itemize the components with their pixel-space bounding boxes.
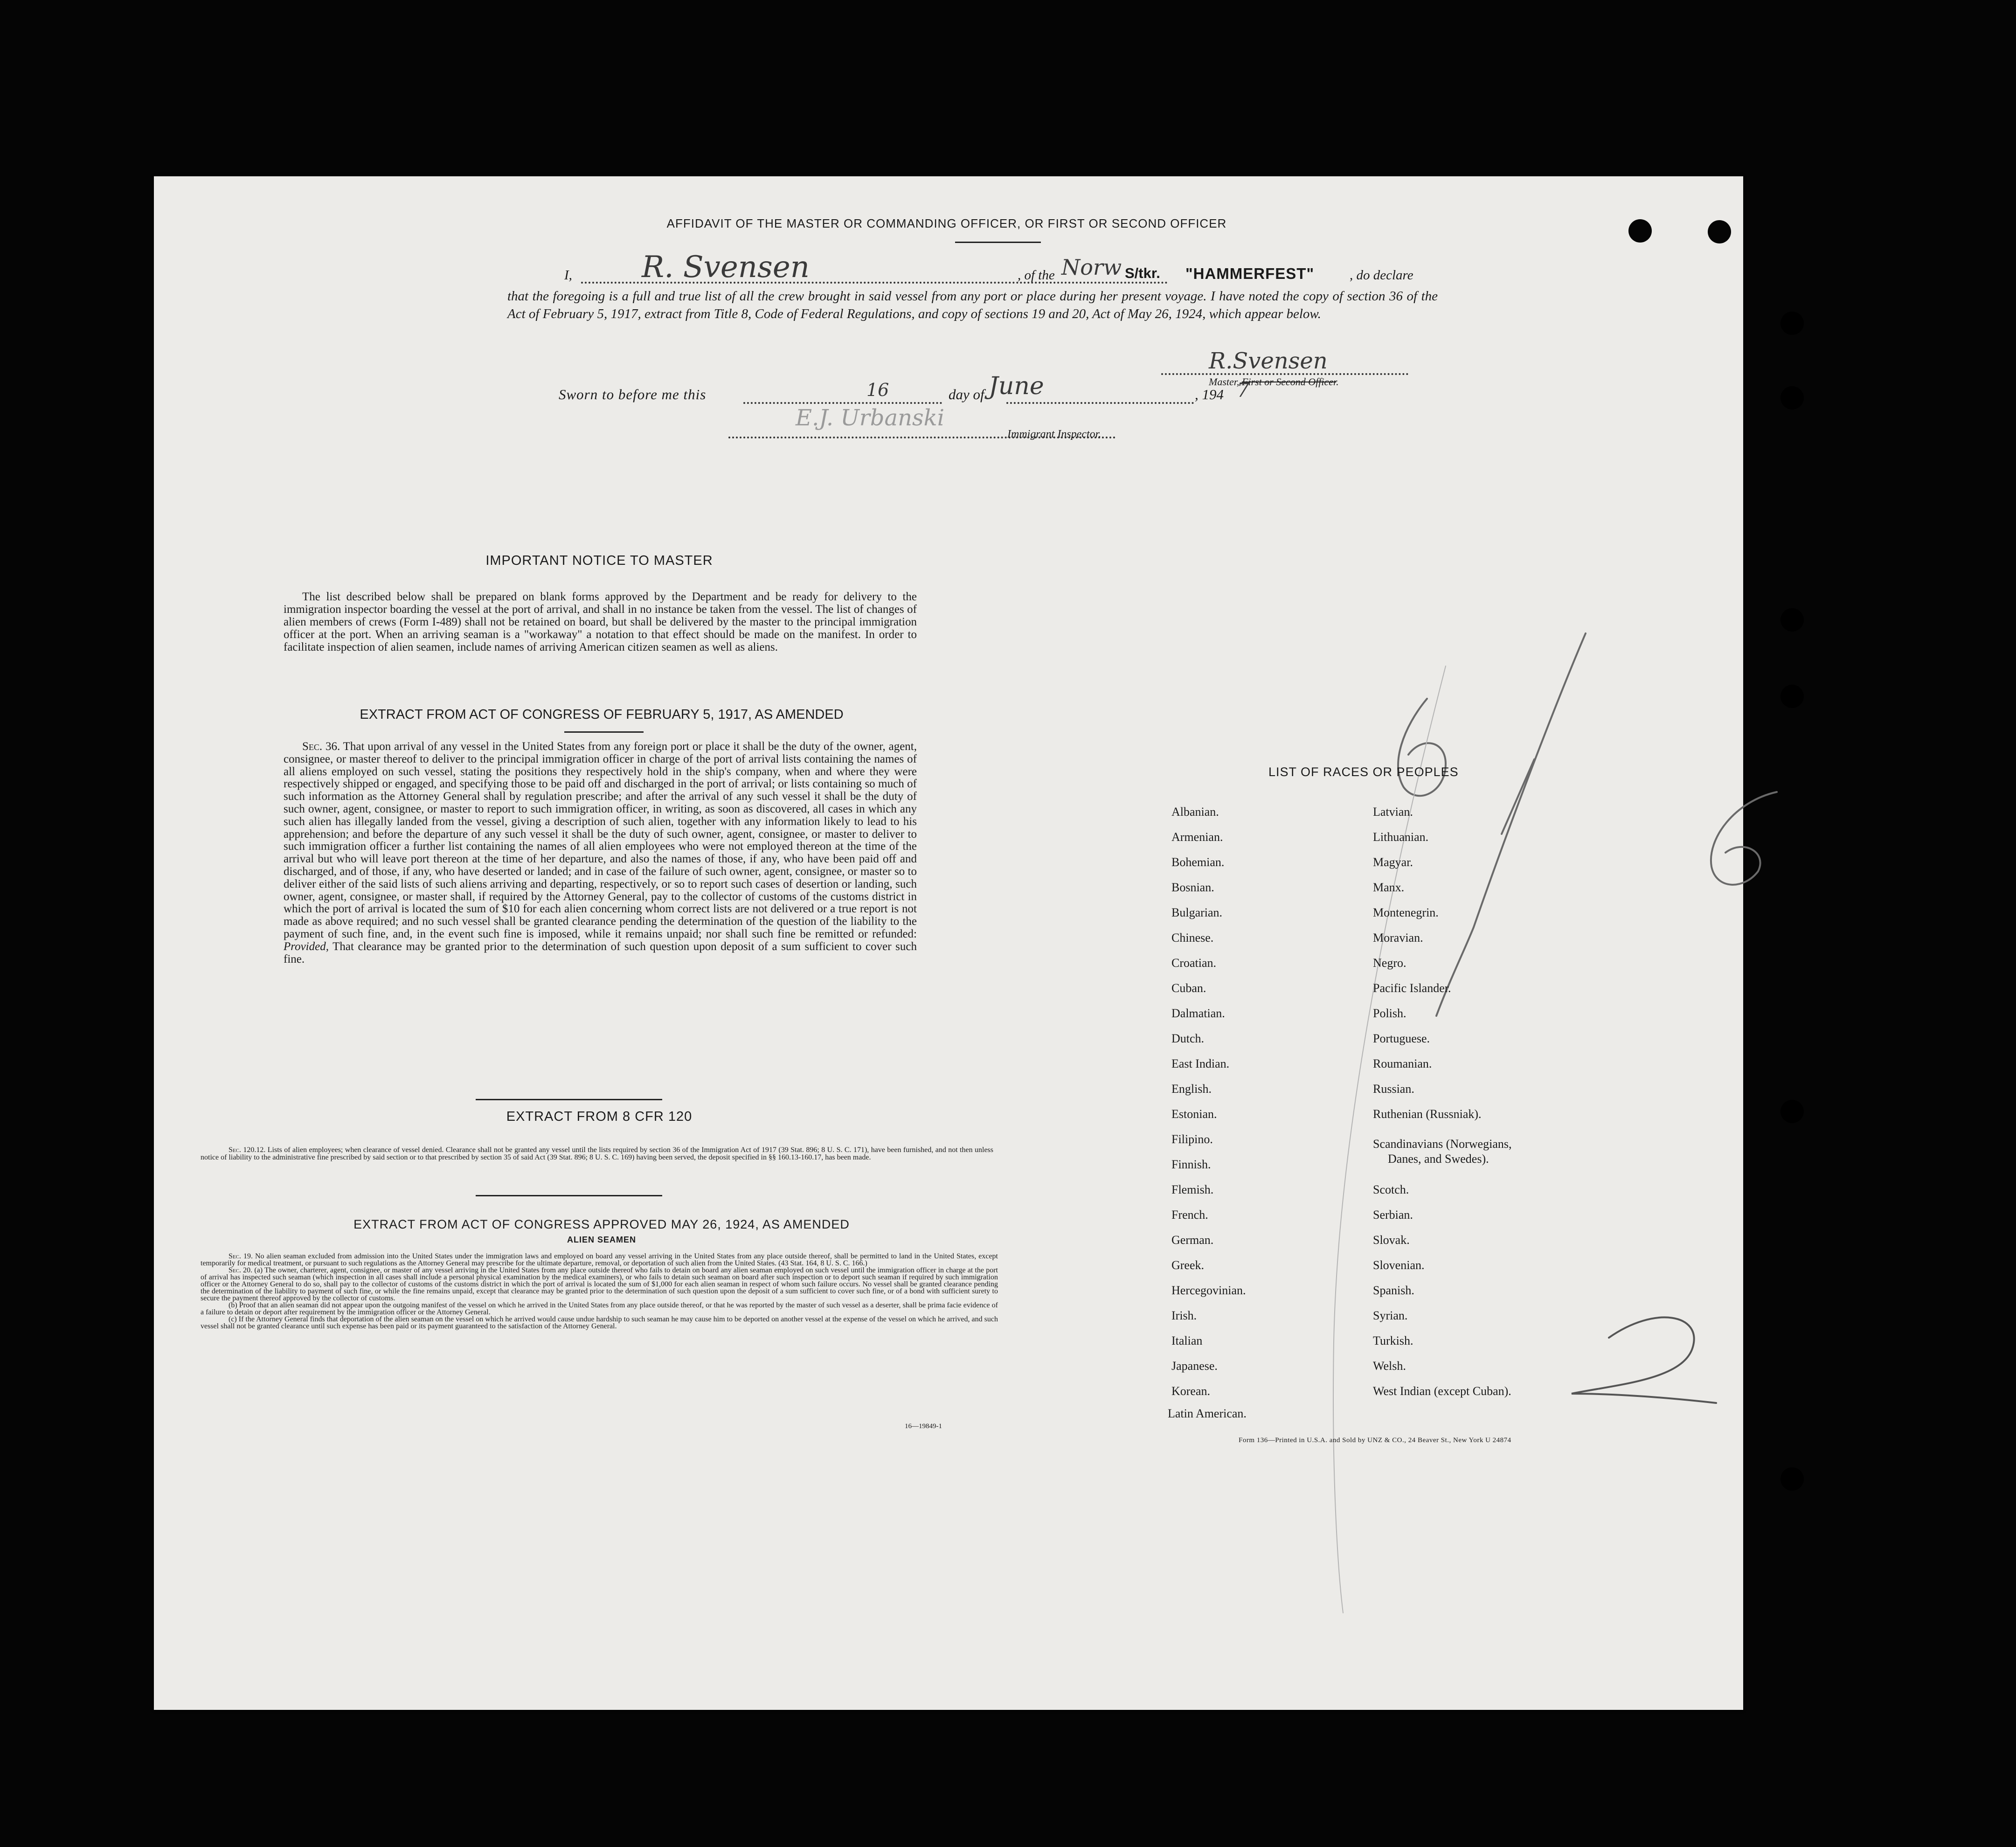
race-item: Cuban. [1171,981,1206,995]
do-declare-text: , do declare [1350,268,1413,283]
affidavit-pronoun: I, [564,268,572,283]
sworn-day-handwritten: 16 [866,380,889,400]
race-item: Magyar. [1373,855,1413,869]
divider [476,1099,662,1100]
extract-1917-title: EXTRACT FROM ACT OF CONGRESS OF FEBRUARY 5, 1917, AS AMENDED [360,707,844,722]
section-20a [201,1267,998,1302]
section-20a-text: (a) The owner, charterer, agent, consignee, or master of any vessel arriving in the United States from any place outside thereof who fails to detain on board any alien seaman employed on such vessel until the immigration officer in charge at the port of arrival has inspected such seaman (which inspection in all cases shall include a personal physical examination by the medical examiners), or who fails to detain such seaman on board after such inspection or to deport such seaman if required by such immigration officer or the Attorney General to do so, shall pay to the collector of customs of the customs district in which the port of arrival is located the sum of $1,000 for each alien seaman in respect of whom such failure occurs. No vessel shall be granted clearance pending the determination of the liability to payment of such fine, or while the fine remains unpaid, except that clearance may be granted prior to the determination of such question upon the deposit of a sum sufficient to cover such fine, or of a bond with sufficient surety to secure the payment thereof approved by the collector of customs. [201,1266,998,1302]
race-item: Dalmatian. [1171,1007,1225,1020]
vessel-prefix: S/tkr. [1125,265,1160,281]
section-36-text: That upon arrival of any vessel in the United States from any foreign port or place it shall be the duty of the owner, agent, consignee, or master thereof to deliver to the principal immigration officer in charge of the port of arrival lists containing the names of all aliens employed on such vessel, stating the positions they respectively hold in the ship's company, when and where they were respectively shipped or engaged, and specifying those to be paid off and discharged in the port of arrival; or lists containing so much of such information as the Attorney General shall by regulation prescribe; and after the arrival of any such vessel it shall be the duty of such owner, agent, consignee, or master to report to such immigration officer, in writing, as soon as discovered, all cases in which any such alien has illegally landed from the vessel, giving a description of such alien, together with any information likely to lead to his apprehension; and before the departure of any such vessel it shall be the duty of such owner, agent, consignee, or master to deliver to such immigration officer a further list containing the names of all alien employees who were not employed thereon at the time of the arrival but who will leave port thereon at the time of her departure, and also the names of those, if any, who have been paid off and discharged, and of those, if any, who have deserted or landed; and in case of the failure of such owner, agent, consignee, or master so to deliver either of the said lists of such aliens arriving and departing, respectively, or so to report such cases of desertion or landing, such owner, agent, consignee, or master shall, if required by the Attorney General, pay to the collector of customs of the customs district in which the port of arrival is located the sum of $10 for each alien concerning whom correct lists are not delivered or a true report is not made as above required; and no such vessel shall be granted clearance pending the determination of the question of the liability to the payment of such fine, and, in the event such fine is imposed, while it remains unpaid; nor shall such fine be remitted or refunded: [284,740,917,940]
cfr-section-text: Lists of alien employees; when clearance of vessel denied. Clearance shall not be granted any vessel until the lists required by section 36 of the Immigration Act of 1917 (39 Stat. 896; 8 U. S. C. 171), have been furnished, and not then unless notice of liability to the administrative fine prescribed by said section or to that prescribed by section 35 of said Act (39 Stat. 896; 8 U. S. C. 169) having been served, the deposit specified in §§ 160.13-160.17, has been made. [201,1146,994,1161]
year-prefix: , 194 [1195,386,1224,403]
pencil-slash [1436,633,1586,1016]
form-code: 16—19849-1 [905,1423,942,1430]
race-item: East Indian. [1171,1057,1230,1070]
race-item: Irish. [1171,1309,1197,1322]
race-item: Roumanian. [1373,1057,1432,1070]
race-item: Russian. [1373,1082,1414,1096]
race-item: Polish. [1373,1007,1406,1020]
vessel-name: "HAMMERFEST" [1185,265,1315,282]
document-page [154,176,1743,1710]
section-20c: (c) If the Attorney General finds that deportation of the alien seaman on the vessel on which he arrived would cause undue hardship to such seaman he may cause him to be deported on another vessel at the expense of the vessel on which he arrived, and such vessel shall not be granted clearance until such expense has been paid or its payment guaranteed to the satisfaction of the Attorney General. [201,1315,998,1330]
race-item: Turkish. [1373,1334,1413,1347]
pencil-digit-one [1502,759,1534,834]
race-item: Flemish. [1171,1183,1214,1196]
notice-body: The list described below shall be prepared on blank forms approved by the Department and be ready for delivery to the immigration inspector boarding the vessel at the port of arrival, and shall in no instance be taken from the vessel. The list of changes of alien members of crews (Form I-489) shall not be retained on board, but shall be delivered by the master to the principal immigration officer at the port. When an arriving seaman is a "workaway" a notation to that effect should be made on the manifest. In order to facilitate inspection of alien seamen, include names of arriving American citizen seamen as well as aliens. [284,590,917,653]
punch-hole [1780,386,1804,410]
race-item: English. [1171,1082,1212,1096]
race-item: Bulgarian. [1171,906,1223,919]
race-item: West Indian (except Cuban). [1373,1384,1511,1398]
inspector-signature: E.J. Urbanski [796,405,945,431]
race-item: Latin American. [1168,1407,1247,1420]
races-title: LIST OF RACES OR PEOPLES [1268,765,1459,779]
race-item: Danes, and Swedes). [1388,1152,1489,1166]
punch-hole [1708,220,1731,243]
race-item: Korean. [1171,1384,1211,1398]
race-item: Moravian. [1373,931,1423,944]
of-the-text: , of the [1018,268,1055,283]
section-20-label: Sec. 20. [229,1266,253,1274]
race-item: Italian [1171,1334,1203,1347]
notice-title: IMPORTANT NOTICE TO MASTER [485,553,713,568]
inspector-caption: Immigrant Inspector. [1007,428,1102,440]
race-item: Filipino. [1171,1132,1213,1146]
section-19-label: Sec. 19. [229,1252,253,1260]
master-caption-end: . [1336,376,1339,388]
race-item: Dutch. [1171,1032,1205,1045]
race-item: Serbian. [1373,1208,1413,1222]
section-19-text: No alien seaman excluded from admission into the United States under the immigration laws and employed on board any vessel arriving in the United States from any place outside thereof, shall be permitted to land in the United States, except temporarily for medical treatment, or pursuant to such regulations as the Attorney General may prescribe for the ultimate departure, removal, or deportation of such alien from the United States. (43 Stat. 164, 8 U. S. C. 166.) [201,1252,998,1267]
provided-label: Provided, [284,940,329,953]
pencil-number-two [1553,1286,1721,1408]
extract-1924-subtitle: ALIEN SEAMEN [567,1235,636,1244]
race-item: Chinese. [1171,931,1214,944]
section-36-label: Sec. 36. [302,740,340,753]
race-item: Estonian. [1171,1107,1217,1121]
race-item: Spanish. [1373,1284,1414,1297]
year-digit-handwritten: 7 [1237,379,1249,402]
race-item: Greek. [1171,1258,1205,1272]
race-item: Negro. [1373,956,1406,970]
sworn-month-line [1006,402,1194,404]
extract-1924-title: EXTRACT FROM ACT OF CONGRESS APPROVED MAY 26, 1924, AS AMENDED [353,1217,850,1231]
race-item: Finnish. [1171,1158,1211,1171]
pencil-digit-six [1398,699,1446,796]
race-item: Albanian. [1171,805,1219,819]
race-item: Armenian. [1171,830,1223,844]
extract-cfr-body [201,1146,993,1161]
race-item: Welsh. [1373,1359,1406,1373]
race-item: French. [1171,1208,1208,1222]
extract-cfr-title: EXTRACT FROM 8 CFR 120 [506,1109,693,1124]
race-item: Slovak. [1373,1233,1410,1247]
extract-1924-body [201,1253,998,1330]
race-item: Manx. [1373,881,1405,894]
master-caption-prefix: Master, [1209,376,1242,388]
master-signature: R.Svensen [1209,348,1328,374]
sworn-month-handwritten: June [989,372,1044,400]
race-item: Croatian. [1171,956,1217,970]
master-caption-struck: First or Second Officer [1241,376,1337,388]
race-item: Portuguese. [1373,1032,1430,1045]
race-item: Lithuanian. [1373,830,1429,844]
race-item: Latvian. [1373,805,1413,819]
race-item: Hercegovinian. [1171,1284,1246,1297]
divider [564,731,644,733]
race-item: German. [1171,1233,1214,1247]
race-item: Scandinavians (Norwegians, [1373,1137,1512,1151]
affidavit-title: AFFIDAVIT OF THE MASTER OR COMMANDING OFFICER, OR FIRST OR SECOND OFFICER [666,216,1227,230]
race-item: Ruthenian (Russniak). [1373,1107,1482,1121]
sworn-day-line [743,402,942,404]
master-name-handwritten: R. Svensen [642,250,810,285]
race-item: Bosnian. [1171,881,1214,894]
section-19 [201,1253,998,1267]
punch-hole [1628,219,1652,243]
punch-hole [1780,312,1804,335]
race-item: Japanese. [1171,1359,1218,1373]
race-item: Syrian. [1373,1309,1408,1322]
day-of-text: day of [949,386,984,403]
affidavit-body: that the foregoing is a full and true list of all the crew brought in said vessel from any port or place during her present voyage. I have noted the copy of section 36 of the Act of February 5, 1917, extract from Title 8, Code of Federal Regulations, and copy of sections 19 and 20, Act of May 26, 1924, which appear below. [507,289,1438,321]
master-caption [1209,376,1339,388]
master-signature-line [1161,373,1408,375]
pencil-marks [1250,456,1786,1632]
race-item: Slovenian. [1373,1258,1425,1272]
vessel-type-handwritten: Norw [1061,255,1122,280]
divider [955,242,1041,243]
printer-line: Form 136—Printed in U.S.A. and Sold by UNZ & CO., 24 Beaver St., New York U 24874 [1239,1437,1511,1444]
divider [476,1195,662,1196]
race-item: Bohemian. [1171,855,1225,869]
race-item: Pacific Islander. [1373,981,1451,995]
cfr-section-label: Sec. 120.12. [229,1146,266,1154]
race-item: Scotch. [1373,1183,1409,1196]
provided-text: That clearance may be granted prior to the determination of such question upon deposit of a sum sufficient to cover such fine. [284,940,917,965]
section-20b: (b) Proof that an alien seaman did not appear upon the outgoing manifest of the vessel on which he arrived in the United States from any place outside thereof, or that he was reported by the master of such vessel as a deserter, shall be prima facie evidence of a failure to detain or deport after requirement by the immigration officer or the Attorney General. [201,1301,998,1316]
pencil-digit-six [1711,792,1777,885]
race-item: Montenegrin. [1373,906,1439,919]
extract-1917-body [284,741,917,965]
sworn-prefix: Sworn to before me this [559,386,707,403]
